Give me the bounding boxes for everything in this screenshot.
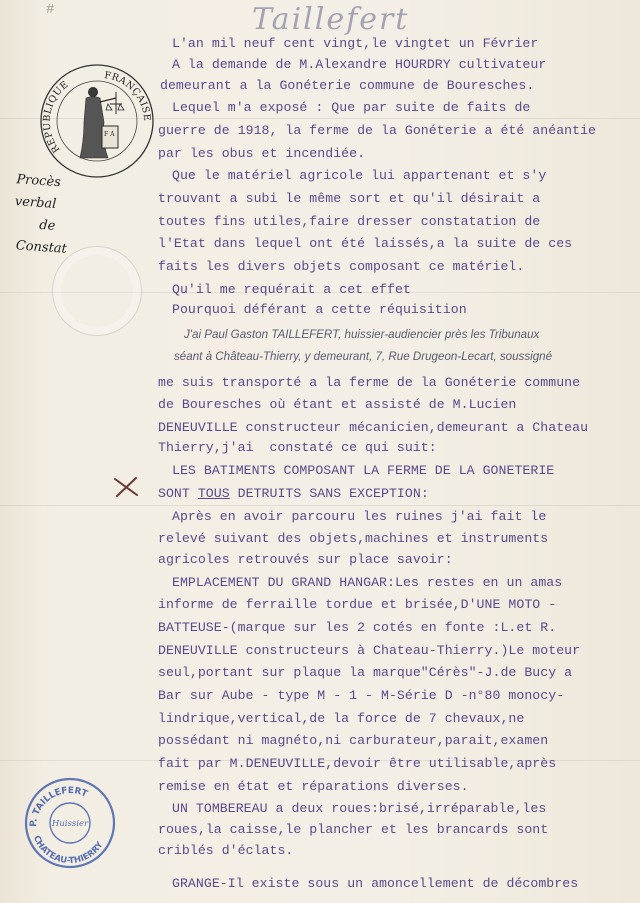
stamp-city: CHATEAU-THIERRY: [30, 834, 106, 867]
body-line: informe de ferraille tordue et brisée,D'UNE MOTO -: [158, 597, 557, 612]
body-line: Thierry,j'ai constaté ce qui suit:: [158, 440, 437, 455]
margin-note-line: de: [38, 217, 56, 234]
bailiff-stamp: [22, 775, 118, 871]
margin-note-line: Procès verbal: [14, 172, 62, 212]
signature-top: Taillefert: [252, 2, 410, 37]
body-line: DENEUVILLE constructeurs à Chateau-Thierry.)Le moteur: [158, 643, 581, 658]
body-line: de Bouresches où étant et assisté de M.Lucien: [158, 397, 517, 412]
body-text: SONT: [158, 486, 198, 501]
printed-header-line: J'ai Paul Gaston TAILLEFERT, huissier-audiencier près les Tribunaux: [184, 328, 540, 341]
printed-header-line: séant à Château-Thierry, y demeurant, 7, Rue Drugeon-Lecart, soussigné: [174, 350, 553, 363]
svg-text:CHATEAU-THIERRY: [31, 834, 106, 866]
margin-note-line: Constat: [15, 238, 68, 257]
seal-text-left: REPUBLIQUE: [41, 79, 71, 155]
body-line: possédant ni magnéto,ni carburateur,parait,examen: [158, 733, 549, 748]
body-line: me suis transporté a la ferme de la Gonéterie commune: [158, 375, 581, 390]
body-line: toutes fins utiles,faire dresser constatation de: [158, 214, 541, 229]
body-line: roues,la caisse,le plancher et les brancards sont: [158, 822, 549, 837]
body-line: Pourquoi déférant a cette réquisition: [172, 302, 467, 317]
embossed-stamp: [52, 246, 142, 336]
body-line: trouvant a subi le même sort et qu'il désirait a: [158, 191, 541, 206]
body-line: Qu'il me requérait a cet effet: [172, 282, 411, 297]
paper-line: [0, 505, 640, 506]
body-line: A la demande de M.Alexandre HOURDRY cultivateur: [172, 57, 547, 72]
body-line: LES BATIMENTS COMPOSANT LA FERME DE LA GONETERIE: [172, 463, 555, 478]
body-line: [158, 486, 429, 501]
body-line: fait par M.DENEUVILLE,devoir être utilisable,après: [158, 756, 557, 771]
body-line: EMPLACEMENT DU GRAND HANGAR:Les restes en un amas: [172, 575, 563, 590]
body-text: DETRUITS SANS EXCEPTION:: [229, 486, 429, 501]
body-line: criblés d'éclats.: [158, 843, 294, 858]
body-line: UN TOMBEREAU a deux roues:brisé,irréparable,les: [172, 801, 547, 816]
republique-seal: [38, 62, 156, 180]
body-line: L'an mil neuf cent vingt,le vingtet un Février: [172, 36, 539, 51]
body-line: demeurant a la Gonéterie commune de Bouresches.: [160, 78, 535, 93]
body-line: seul,portant sur plaque la marque"Cérès"-J.de Bucy a: [158, 665, 573, 680]
body-line: Lequel m'a exposé : Que par suite de faits de: [172, 100, 531, 115]
x-mark-icon: [112, 476, 140, 498]
body-line: relevé suivant des objets,machines et instruments: [158, 531, 549, 546]
body-line: agricoles retrouvés sur place savoir:: [158, 552, 453, 567]
body-line: par les obus et incendiée.: [158, 146, 366, 161]
body-line: GRANGE-Il existe sous un amoncellement de décombres: [172, 876, 579, 891]
body-line: l'Etat dans lequel ont été laissés,a la suite de ces: [158, 236, 573, 251]
body-line: Bar sur Aube - type M - 1 - M-Série D -n°80 monocy-: [158, 688, 565, 703]
stamp-name: P. TAILLEFERT: [28, 785, 89, 828]
stamp-center: Huissier: [51, 819, 89, 829]
body-line: DENEUVILLE constructeur mécanicien,demeurant a Chateau: [158, 420, 589, 435]
corner-mark: #: [46, 2, 55, 18]
body-line: faits les divers objets composant ce matériel.: [158, 259, 525, 274]
body-line: remise en état et réparations diverses.: [158, 779, 469, 794]
underlined-word: TOUS: [197, 486, 230, 501]
allegory-figure-icon: [80, 88, 124, 159]
body-line: BATTEUSE-(marque sur les 2 cotés en fonte :L.et R.: [158, 620, 557, 635]
seal-text-right: FRANÇAISE: [103, 69, 153, 122]
seal-tablet-text: F A: [104, 131, 115, 138]
body-line: guerre de 1918, la ferme de la Gonéterie a été anéantie: [158, 123, 597, 138]
body-line: Que le matériel agricole lui appartenant et s'y: [172, 168, 547, 183]
body-line: Après en avoir parcouru les ruines j'ai fait le: [172, 509, 547, 524]
body-line: lindrique,vertical,de la force de 7 chevaux,ne: [158, 711, 525, 726]
